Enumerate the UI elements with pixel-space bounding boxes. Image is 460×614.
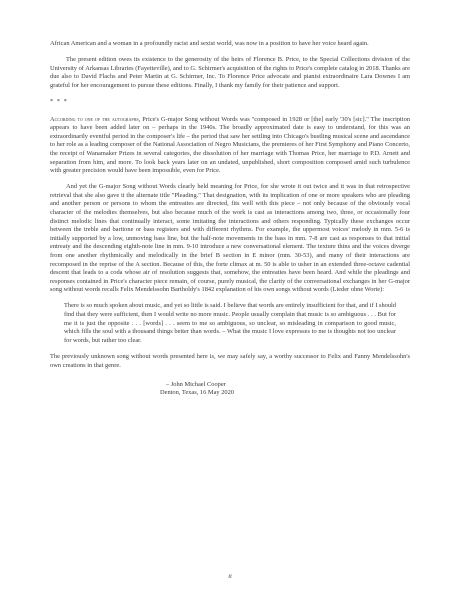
paragraph-acknowledgments: The present edition owes its existence to the generosity of the heirs of Florence B. Price, to the Special Collections division of the University of Arkansas Libraries (Fayetteville), and to G. Schirmer's acquisition of the rights to Price's complete catalog in 2018. Thanks are due also to David Flachs and Peter Martin at G. Schirmer, Inc. To Florence Price advocate and pianist extraordinaire Lara Downes I am grateful for her encouragement to pursue these editions. Finally, I thank my family for their patience and support. [50,56,410,89]
paragraph-composition-date [50,116,410,176]
mendelssohn-quotation: There is so much spoken about music, and yet so little is said. I believe that words are entirely insufficient for that, and if I should find that they were sufficient, then I would write no more music. People usually complain that music is so ambiguous . . . But for me it is just the opposite . . . [words] . . . seem to me so ambiguous, so unclear, so misleading in comparison to good music, which fills the soul with a thousand things better than words. – What the music I love expresses to me is thoughts not too unclear for words, but rather too clear. [64,302,396,344]
paragraph-body: Price's G-major Song without Words was "composed in 1928 or [the] early '30's [sic]." The inscription appears to have been added later on – perhaps in the 1940s. The broadly approximated date is easy to understand, for this was an extraordinarily eventful period in the composer's life – the period that saw her settling into Chicago's bustling musical scene and ascendance to her role as a leading composer of the National Association of Negro Musicians, the premieres of her First Symphony and Piano Concerto, the receipt of Wanamaker Prizes in several categories, the dissolution of her marriage with Thomas Price, her marriage to P.D. Arnett and separation from him, and more. To look back years later on an undated, unpublished, short composition composed amid such turbulence with greater precision would have been impossible, even for Price. [50,115,410,175]
paragraph-continuation: African American and a woman in a profoundly racist and sexist world, was now in a position to have her voice heard again. [50,40,369,47]
paragraph-lead-in: According to one of the autographs, [50,115,141,123]
paragraph-pleading-analysis: And yet the G-major Song without Words clearly held meaning for Price, for she wrote it out twice and it was in that retrospective retrieval that she also gave it the alternate title "Pleading." That designation, with its implication of one or more speakers who are pleading and another person or persons to whom the entreaties are directed, fits well with this piece – not only because of the obviously vocal character of the melodies themselves, but also because much of the work is cast as interactions among two, three, or occasionally four distinct melodic lines that continually interact, some imitating the interactions and others responding. Typically these exchanges occur between the treble and baritone or bass registers and with different rhythms. For example, the uppermost voices' melody in mm. 5-6 is initially supported by a low, unmoving bass line, but the half-note movements in the bass in mm. 7-8 are cast as responses to that initial entreaty and the descending eighth-note line in mm. 9-10 introduce a new conversational element. The texture thins and the voices diverge from one another rhythmically and melodically in the brief B section in E minor (mm. 30-53), and many of their interactions are recomposed in the reprise of the A section. Because of this, the forte climax at m. 50 is able to usher in an extended three-octave cadential descent that leads to a coda whose air of resolution suggests that, somehow, the entreaties have been heard. And while the pleadings and responses contained in Price's character piece remain, of course, purely musical, the clarity of the conversational exchanges in her G-major song without words recalls Felix Mendelssohn Bartholdy's 1842 explanation of his own songs without words (Lieder ohne Worte): [50,183,410,294]
section-separator: * * * [50,97,68,105]
signature-block [50,381,410,398]
place-date: Denton, Texas, 16 May 2020 [160,389,234,396]
page-number: ii [228,573,232,580]
author-name: – John Michael Cooper [166,380,226,388]
paragraph-conclusion: The previously unknown song without words presented here is, we may safely say, a worthy successor to Felix and Fanny Mendelssohn's own creations in that genre. [50,353,410,369]
